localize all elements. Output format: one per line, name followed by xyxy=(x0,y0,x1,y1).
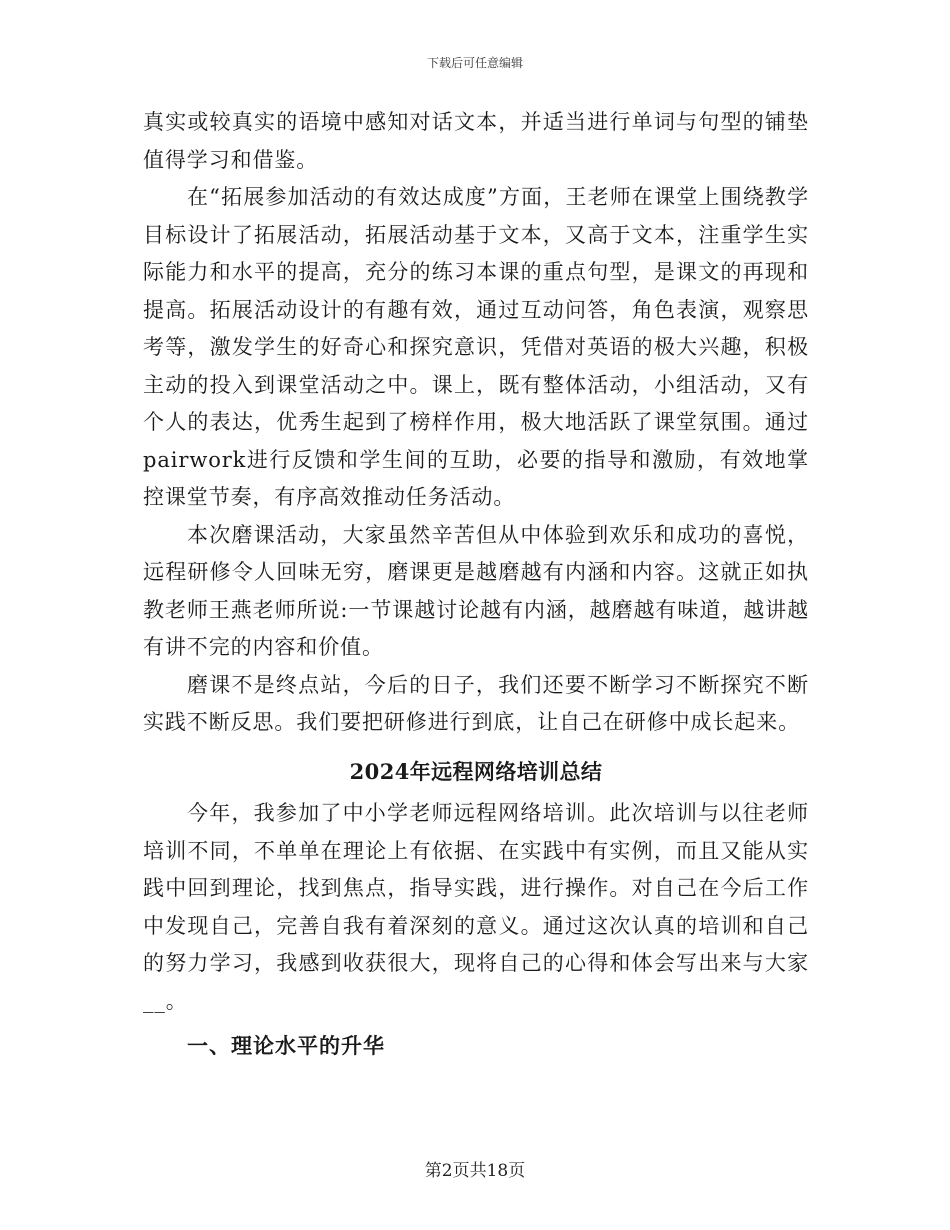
article-title: 2024年远程网络培训总结 xyxy=(349,758,603,784)
paragraph-intro: 今年，我参加了中小学老师远程网络培训。此次培训与以往老师培训不同，不单单在理论上有依据、在实践中有实例，而且又能从实践中回到理论，找到焦点，指导实践，进行操作。对自己在今后工作中发现自己，完善自我有着深刻的意义。通过这次认真的培训和自己的努力学习，我感到收获很大，现将自己的心得和体会写出来与大家__。 xyxy=(143,801,809,1013)
paragraph-extension-activities: 在“拓展参加活动的有效达成度”方面，王老师在课堂上围绕教学目标设计了拓展活动，拓展活动基于文本，又高于文本，注重学生实际能力和水平的提高，充分的练习本课的重点句型，是课文的再现和提高。拓展活动设计的有趣有效，通过互动问答，角色表演，观察思考等，激发学生的好奇心和探究意识，凭借对英语的极大兴趣，积极主动的投入到课堂活动之中。课上，既有整体活动，小组活动，又有个人的表达，优秀生起到了榜样作用，极大地活跃了课堂氛围。通过pairwork进行反馈和学生间的互助，必要的指导和激励，有效地掌控课堂节奏，有序高效推动任务活动。 xyxy=(143,185,809,509)
paragraph-lesson-polishing: 本次磨课活动，大家虽然辛苦但从中体验到欢乐和成功的喜悦，远程研修令人回味无穷，磨课更是越磨越有内涵和内容。这就正如执教老师王燕老师所说:一节课越讨论越有内涵，越磨越有味道，越讲越有讲不完的内容和价值。 xyxy=(143,522,809,659)
paragraph-continuation: 真实或较真实的语境中感知对话文本，并适当进行单词与句型的铺垫值得学习和借鉴。 xyxy=(143,110,809,172)
paragraph-conclusion: 磨课不是终点站，今后的日子，我们还要不断学习不断探究不断实践不断反思。我们要把研修进行到底，让自己在研修中成长起来。 xyxy=(143,672,809,734)
page-number: 第2页共18页 xyxy=(424,1161,526,1181)
page-header-note: 下载后可任意编辑 xyxy=(426,56,523,70)
document-body xyxy=(143,104,809,1065)
section-heading: 一、理论水平的升华 xyxy=(187,1033,385,1058)
